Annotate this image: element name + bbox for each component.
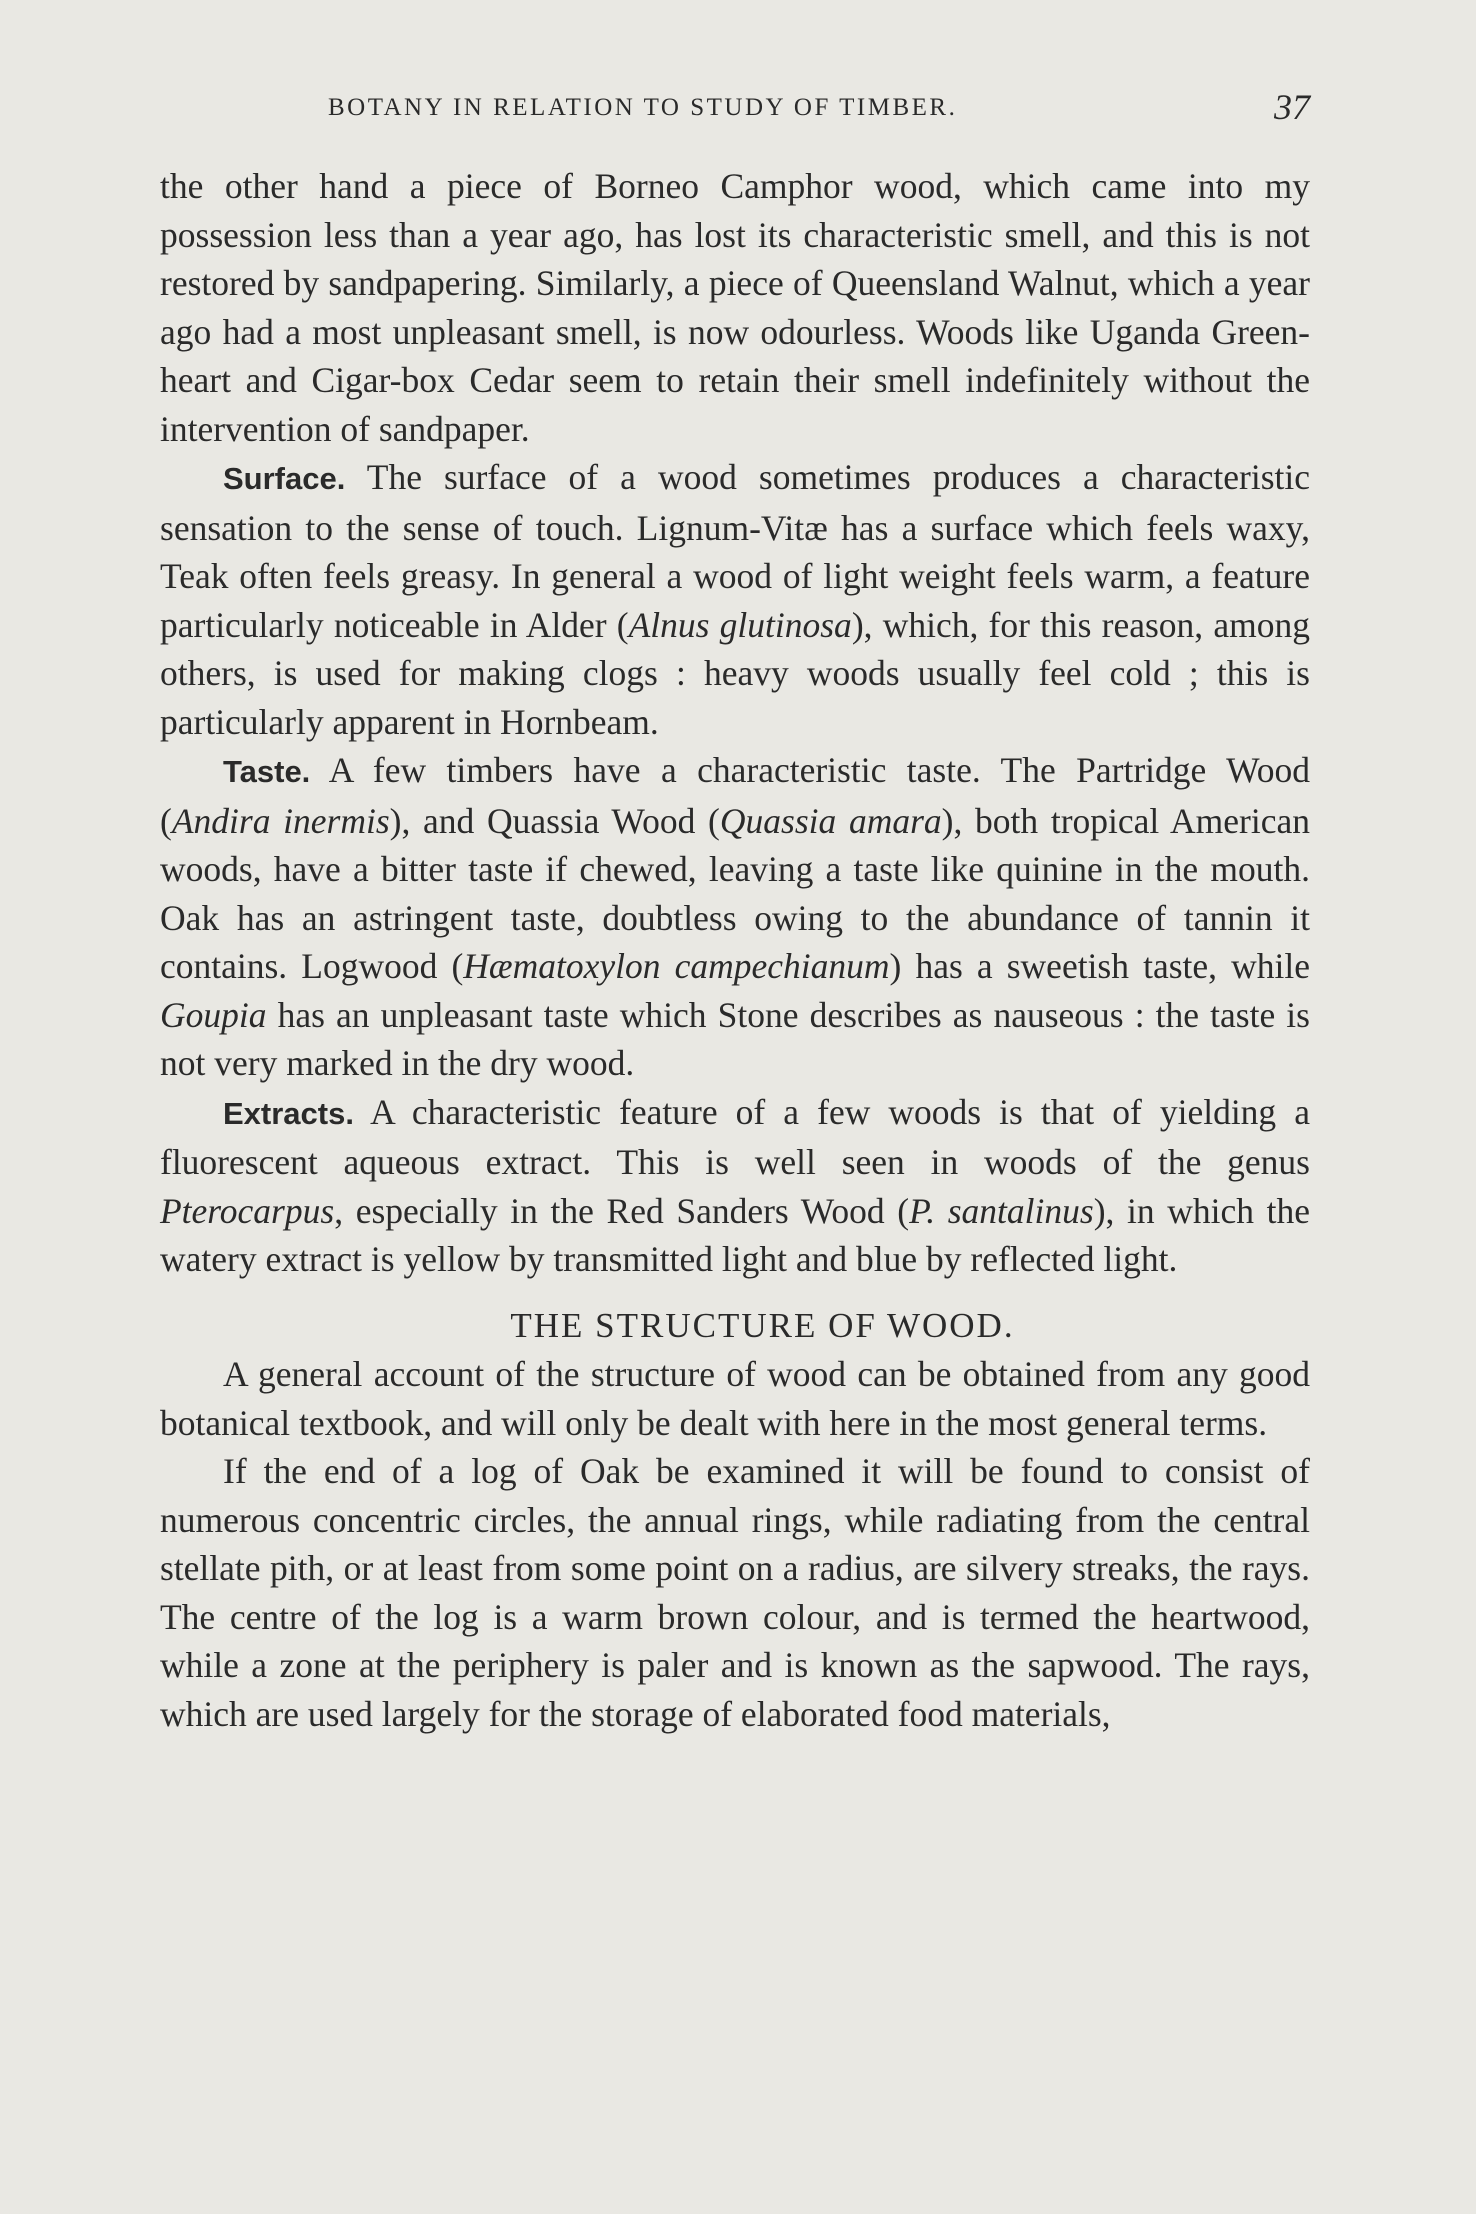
paragraph-structure-intro: [160, 1350, 1310, 1447]
paragraph-text: ), both tropical American woods, have a bitter taste if chewed, leaving a taste like quinine in the mouth. Oak has an astringent taste, doubtless owing to the abundance of tannin it contains. Logwood (: [160, 800, 1310, 986]
species-name: P. santalinus: [909, 1190, 1094, 1231]
genus-name: Goupia: [160, 994, 267, 1035]
page-number: 37: [1274, 87, 1310, 127]
paragraph-taste: [160, 746, 1310, 1088]
species-name: Alnus glutinosa: [628, 604, 852, 645]
genus-name: Pterocarpus: [160, 1190, 335, 1231]
running-head: [160, 84, 1320, 134]
paragraph-text: , especially in the Red Sanders Wood (: [334, 1190, 910, 1231]
paragraph-surface: [160, 453, 1310, 746]
paragraph-extracts: [160, 1088, 1310, 1284]
paragraph-text: ), in which the watery extract is yellow by transmitted light and blue by reflected light.: [160, 1190, 1311, 1279]
run-in-heading-surface: Surface.: [223, 461, 346, 496]
paragraph-text: The surface of a wood sometimes produces a characteristic sensation to the sense of touch. Lignum-Vitæ has a surface which feels waxy, Teak often feels greasy. In general a wood of light weight feels warm, a feature particularly noticeable in Alder (: [160, 457, 1310, 645]
species-name: Quassia amara: [719, 800, 942, 841]
paragraph-text: If the end of a log of Oak be examined it will be found to consist of numerous concentric circles, the annual rings, while radiating from the central stellate pith, or at least from some point on a radius, are silvery streaks, the rays. The centre of the log is a warm brown colour, and is termed the heartwood, while a zone at the periphery is paler and is known as the sapwood. The rays, which are used largely for the storage of elaborated food materials,: [160, 1451, 1310, 1734]
paragraph-text: has an unpleasant taste which Stone describes as nauseous : the taste is not very marked in the dry wood.: [160, 994, 1310, 1083]
running-title: BOTANY IN RELATION TO STUDY OF TIMBER.: [328, 94, 958, 121]
paragraph-text: ), and Quassia Wood (: [389, 800, 720, 841]
section-title: THE STRUCTURE OF WOOD.: [510, 1305, 1015, 1345]
paragraph-text: ) has a sweetish taste, while: [889, 946, 1310, 986]
body-text: [160, 162, 1310, 1738]
run-in-heading-extracts: Extracts.: [223, 1095, 354, 1131]
paragraph-text: A few timbers have a characteristic taste. The Partridge Wood (: [160, 750, 1310, 841]
species-name: Hæmatoxylon campechianum: [463, 946, 890, 986]
paragraph-text: ), which, for this reason, among others, is used for making clogs : heavy woods usually feel cold ; this is particularly apparent in Hornbeam.: [160, 604, 1310, 742]
paragraph-text: A characteristic feature of a few woods is that of yielding a fluorescent aqueous extract. This is well seen in woods of the genus: [160, 1091, 1310, 1182]
paragraph-text: A general account of the structure of wood can be obtained from any good botanical textbook, and will only be dealt with here in the most general terms.: [160, 1354, 1310, 1443]
paragraph-smell-continued: [160, 162, 1310, 453]
run-in-heading-taste: Taste.: [223, 754, 311, 789]
species-name: Andira inermis: [171, 800, 390, 841]
paragraph-text: the other hand a piece of Borneo Camphor wood, which came into my possession less than a year ago, has lost its characteristic smell, and this is not restored by sandpapering. Similarly, a piece of Queensland Walnut, which a year ago had a most unpleasant smell, is now odourless. Woods like Uganda Green-heart and Cigar-box Cedar seem to retain their smell indefinitely without the intervention of sandpaper.: [160, 166, 1310, 449]
paragraph-oak-log: [160, 1447, 1310, 1738]
